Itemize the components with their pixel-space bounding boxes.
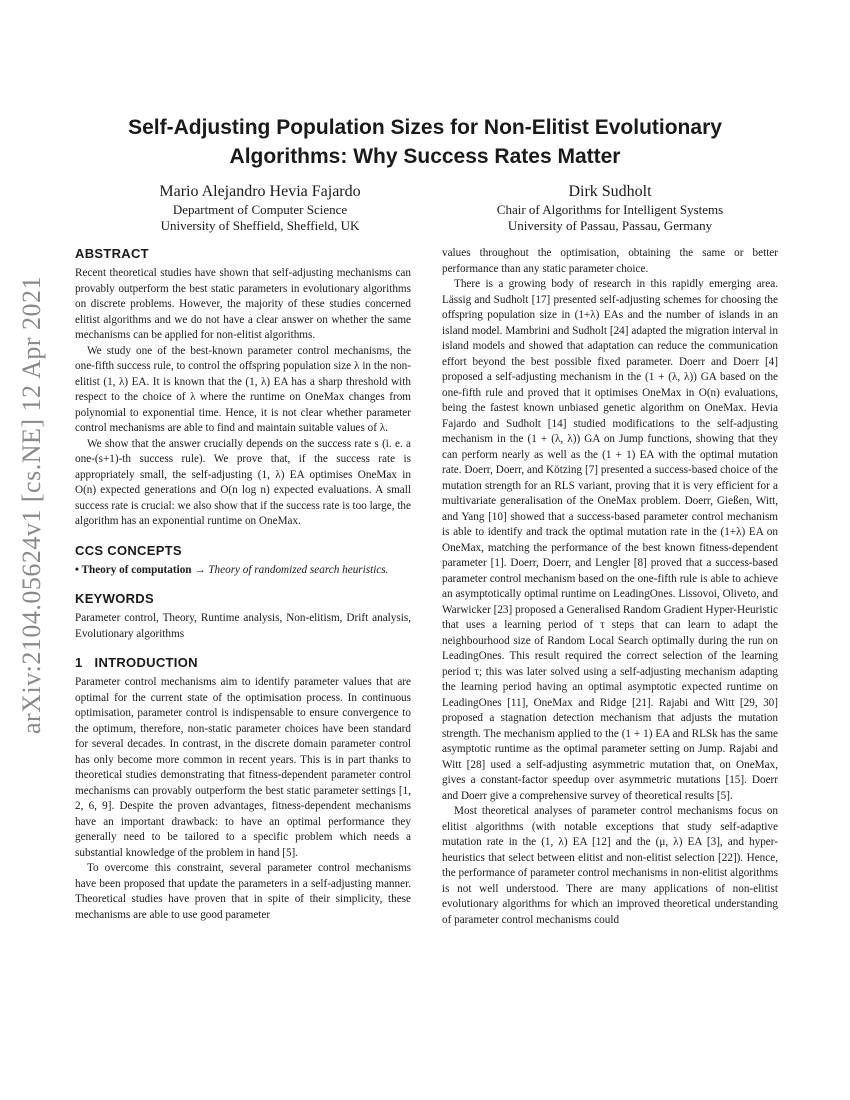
arxiv-id: arXiv:2104.05624v1 [cs.NE] 12 Apr 2021 <box>17 275 47 735</box>
author-department: Department of Computer Science <box>172 202 348 217</box>
intro-paragraph: Parameter control mechanisms aim to identify parameter values that are optimal for the current state of the optimisation process. In continuous optimisation, parameter control is indispensable to ensure convergence to the optimum, therefore, non-static parameter choices have been standard for several decades. In contrast, in the discrete domain parameter control has only become more common in recent years. This is in part thanks to theoretical studies demonstrating that fitness-dependent parameter control mechanisms can provably outperform the best static parameter settings [1, 2, 6, 9]. Despite the proven advantages, fitness-dependent mechanisms have an important drawback: to have an optimal performance they generally need to be tailored to a specific problem which needs a substantial knowledge of the problem in hand [5]. <box>75 676 411 859</box>
author-name: Dirk Sudholt <box>568 183 652 200</box>
abstract-heading: ABSTRACT <box>75 246 149 261</box>
left-column <box>75 246 411 923</box>
title-line-1: Self-Adjusting Population Sizes for Non-Elitist Evolutionary <box>128 116 722 139</box>
ccs-concepts <box>75 563 411 579</box>
ccs-bold: • Theory of computation <box>75 563 192 576</box>
arxiv-sidebar-stamp <box>10 275 55 735</box>
intro-paragraph: There is a growing body of research in this rapidly emerging area. Lässig and Sudholt [17] presented self-adjusting schemes for choosing the offspring population size in (1+λ) EAs and the number of islands in an island model. Mambrini and Sudholt [24] adapted the migration interval in island models and showed that adaptation can reduce the communication effort beyond the best possible fixed parameter. Doerr and Doerr [4] proposed a self-adjusting mechanism in the (1 + (λ, λ)) GA based on the one-fifth rule and proved that it optimises OneMax in O(n) evaluations, being the fastest known unbiased genetic algorithm on OneMax. Hevia Fajardo and Sudholt [14] studied modifications to the self-adjusting mechanism in the (1 + (λ, λ)) GA on Jump functions, showing that they can perform nearly as well as the (1 + 1) EA with the optimal mutation rate. Doerr, Doerr, and Kötzing [7] presented a success-based choice of the mutation strength for an RLS variant, proving that it is very efficient for a multivariate generalisation of the OneMax problem. Doerr, Gießen, Witt, and Yang [10] showed that a success-based parameter control mechanism is able to identify and track the optimal mutation rate in the (1+λ) EA on OneMax, matching the performance of the best known fitness-dependent parameter [1]. Doerr, Doerr, and Lengler [8] proved that a success-based parameter control mechanism based on the one-fifth rule is able to achieve an asymptotically optimal runtime on LeadingOnes. Lissovoi, Oliveto, and Warwicker [23] proposed a Generalised Random Gradient Hyper-Heuristic that uses a learning period of τ steps that can learn to adapt the neighbourhood size of Random Local Search optimally during the run on LeadingOnes. This result required the correct selection of the learning period τ; this was later solved using a self-adjusting mechanism adapting the learning period having an optimal asymptotic expected runtime on LeadingOnes [11], OneMax and Ridge [21]. Rajabi and Witt [29, 30] proposed a stagnation detection mechanism that adjusts the mutation strength. The mechanism applied to the (1 + 1) EA and RLSk has the same asymptotic runtime as the optimal parameter setting on Jump. Rajabi and Witt [28] used a self-adjusting asymmetric mutation that, on OneMax, gives a constant-factor speedup over asymmetric mutations [15]. Doerr and Doerr give a comprehensive survey of theoretical results [5]. <box>442 278 778 802</box>
keywords-text: Parameter control, Theory, Runtime analysis, Non-elitism, Drift analysis, Evolutionary algorithms <box>75 612 411 640</box>
author-name: Mario Alejandro Hevia Fajardo <box>159 183 361 200</box>
abstract-paragraph: Recent theoretical studies have shown that self-adjusting mechanisms can provably outperform the best static parameters in evolutionary algorithms on discrete problems. However, the majority of these studies concerned elitist algorithms and we do not have a clear answer on whether the same mechanisms can be applied for non-elitist algorithms. <box>75 267 411 341</box>
keywords-heading: KEYWORDS <box>75 591 154 606</box>
intro-paragraph: values throughout the optimisation, obtaining the same or better performance than any static parameter choice. <box>442 247 778 275</box>
intro-paragraph: Most theoretical analyses of parameter control mechanisms focus on elitist algorithms (with notable exceptions that study self-adaptive mutation rate in the (1, λ) EA [12] and the (μ, λ) EA [3], and hyper-heuristics that select between elitist and non-elitist selection [22]). Hence, the performance of parameter control mechanisms in non-elitist algorithms is not well understood. There are many applications of non-elitist evolutionary algorithms for which an improved theoretical understanding of parameter control mechanisms could <box>442 805 778 926</box>
ccs-heading: CCS CONCEPTS <box>75 542 182 558</box>
author-department: Chair of Algorithms for Intelligent Systems <box>496 202 724 217</box>
introduction-heading <box>75 655 411 671</box>
author-institution: University of Sheffield, Sheffield, UK <box>160 218 360 233</box>
intro-paragraph: To overcome this constraint, several parameter control mechanisms have been proposed that update the parameters in a self-adjusting manner. Theoretical studies have proven that in spite of their simplicity, these mechanisms are able to use good parameter <box>75 862 411 921</box>
right-column <box>442 246 778 928</box>
ccs-rest: → Theory of randomized search heuristics. <box>191 563 389 576</box>
abstract-paragraph: We show that the answer crucially depends on the success rate s (i. e. a one-(s+1)-th success rule). We prove that, if the success rate is appropriately small, the self-adjusting (1, λ) EA optimises OneMax in O(n) expected generations and O(n log n) expected evaluations. A small success rate is crucial: we also show that if the success rate is too large, the algorithm has an exponential runtime on OneMax. <box>75 437 411 527</box>
paper-title <box>95 113 755 171</box>
title-line-2: Algorithms: Why Success Rates Matter <box>229 145 621 168</box>
abstract-paragraph: We study one of the best-known parameter control mechanisms, the one-fifth success rule, to control the offspring population size λ in the non-elitist (1, λ) EA. It is known that the (1, λ) EA has a sharp threshold with respect to the choice of λ where the runtime on OneMax changes from polynomial to exponential time. Hence, it is not clear whether parameter control mechanisms are able to find and maintain suitable values of λ. <box>75 344 411 434</box>
author-block-2 <box>445 181 775 234</box>
section-title: INTRODUCTION <box>94 655 198 670</box>
author-institution: University of Passau, Passau, Germany <box>507 218 713 233</box>
section-number: 1 <box>75 655 83 670</box>
author-block-1 <box>95 181 425 234</box>
